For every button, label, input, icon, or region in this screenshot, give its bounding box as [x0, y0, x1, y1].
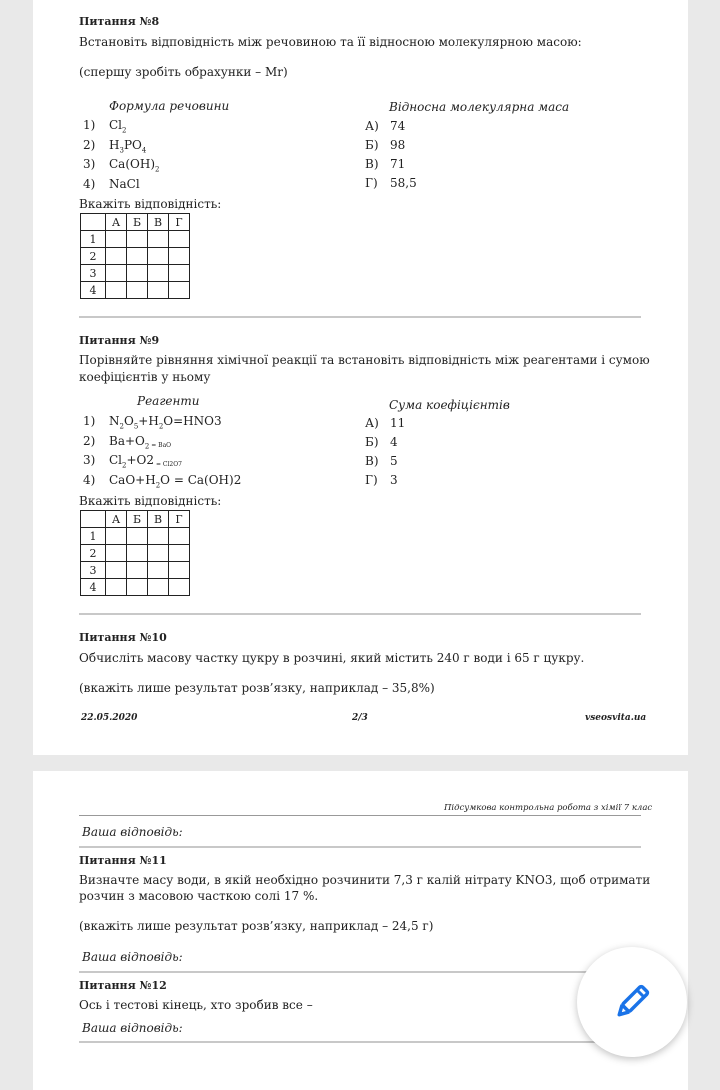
grid-cell[interactable] — [127, 528, 148, 545]
q8-mass-value: 98 — [390, 138, 406, 152]
q8-formula-2: $H_3PO_4$ — [109, 138, 147, 155]
q8-left-num: 4) — [83, 177, 96, 191]
grid-row-header: 3 — [81, 265, 106, 282]
q9-left-num: 3) — [83, 453, 96, 467]
q9-sum-value: 4 — [390, 435, 398, 449]
grid-cell[interactable] — [148, 282, 169, 299]
grid-cell[interactable] — [106, 282, 127, 299]
q8-formula-3: $Ca(OH)_2$ — [109, 157, 160, 174]
grid-cell[interactable] — [169, 265, 190, 282]
q8-mass-value: 74 — [390, 119, 406, 133]
grid-col-header: Г — [169, 511, 190, 528]
answer-label-q10[interactable]: Ваша відповідь: — [82, 825, 183, 839]
question-12-title: Питання №12 — [79, 979, 167, 992]
q9-right-header: Сума коефіцієнтів — [389, 398, 510, 412]
grid-row-header: 1 — [81, 231, 106, 248]
answer-label-q11[interactable]: Ваша відповідь: — [82, 950, 183, 964]
q8-formula-1: $Cl_2$ — [109, 118, 127, 135]
grid-cell[interactable] — [148, 579, 169, 596]
question-8-title: Питання №8 — [79, 15, 160, 28]
grid-cell[interactable] — [169, 562, 190, 579]
question-10-title: Питання №10 — [79, 631, 167, 644]
grid-cell[interactable] — [169, 545, 190, 562]
q8-left-header: Формула речовини — [109, 99, 230, 113]
question-9-text-line2: коефіцієнтів у ньому — [79, 370, 211, 384]
q8-right-letter: В) — [365, 157, 379, 171]
q8-right-header: Відносна молекулярна маса — [389, 100, 570, 114]
q8-answer-label: Вкажіть відповідність: — [79, 197, 222, 211]
question-10-text: Обчисліть масову частку цукру в розчині, який містить 240 г води і 65 г цукру. — [79, 651, 585, 665]
grid-row-header: 4 — [81, 579, 106, 596]
grid-cell[interactable] — [127, 579, 148, 596]
grid-cell[interactable] — [106, 562, 127, 579]
q8-formula-4: NaCl — [109, 177, 140, 191]
q8-right-letter: Г) — [365, 176, 378, 190]
q9-left-num: 1) — [83, 414, 96, 428]
footer-site: vseosvita.ua — [585, 713, 647, 723]
q8-right-letter: А) — [365, 119, 379, 133]
grid-col-header: А — [106, 511, 127, 528]
q8-right-letter: Б) — [365, 138, 379, 152]
grid-cell[interactable] — [169, 579, 190, 596]
q9-left-num: 2) — [83, 434, 96, 448]
grid-col-header: А — [106, 214, 127, 231]
q9-reaction-3: $Cl_2+O2 = Cl2O7$ — [109, 453, 182, 470]
grid-cell[interactable] — [106, 265, 127, 282]
q8-answer-grid — [80, 213, 190, 299]
grid-cell[interactable] — [148, 545, 169, 562]
footer-date: 22.05.2020 — [81, 713, 138, 723]
question-11-title: Питання №11 — [79, 854, 167, 867]
grid-col-header: Г — [169, 214, 190, 231]
question-8-text: Встановіть відповідність між речовиною та її відносною молекулярною масою: — [79, 35, 582, 49]
q9-reaction-2: $Ba+O_2$ = BaO — [109, 434, 172, 451]
q8-mass-value: 71 — [390, 157, 406, 171]
grid-cell[interactable] — [106, 545, 127, 562]
grid-cell[interactable] — [106, 528, 127, 545]
question-8-hint: (спершу зробіть обрахунки – Mr) — [79, 65, 288, 79]
q9-left-header: Реагенти — [137, 394, 200, 408]
answer-line — [79, 1041, 641, 1043]
grid-row-header: 3 — [81, 562, 106, 579]
answer-label-q12[interactable]: Ваша відповідь: — [82, 1021, 183, 1035]
grid-cell[interactable] — [169, 231, 190, 248]
question-10-hint: (вкажіть лише результат розв’язку, наприклад – 35,8%) — [79, 681, 435, 695]
header-rule — [79, 815, 641, 816]
grid-cell[interactable] — [148, 562, 169, 579]
grid-cell[interactable] — [148, 231, 169, 248]
pencil-icon — [610, 980, 654, 1024]
grid-cell[interactable] — [106, 231, 127, 248]
section-divider — [79, 613, 641, 615]
question-11-hint: (вкажіть лише результат розв’язку, наприклад – 24,5 г) — [79, 919, 434, 933]
q8-left-num: 3) — [83, 157, 96, 171]
document-page-1 — [33, 0, 688, 755]
q9-sum-value: 5 — [390, 454, 398, 468]
answer-line — [79, 846, 641, 848]
grid-row-header: 1 — [81, 528, 106, 545]
question-12-text: Ось і тестові кінець, хто зробив все – — [79, 998, 313, 1012]
grid-cell[interactable] — [148, 265, 169, 282]
q9-reaction-4: $CaO+H_2O = Ca(OH)2$ — [109, 473, 242, 490]
q9-right-letter: Б) — [365, 435, 379, 449]
q8-left-num: 2) — [83, 138, 96, 152]
q9-right-letter: А) — [365, 416, 379, 430]
grid-cell[interactable] — [127, 562, 148, 579]
grid-cell[interactable] — [127, 282, 148, 299]
answer-line — [79, 971, 641, 973]
grid-row-header: 4 — [81, 282, 106, 299]
footer-page-number: 2/3 — [352, 713, 368, 723]
section-divider — [79, 316, 641, 318]
grid-row-header: 2 — [81, 545, 106, 562]
grid-cell[interactable] — [148, 248, 169, 265]
q9-sum-value: 3 — [390, 473, 398, 487]
grid-cell[interactable] — [106, 579, 127, 596]
grid-corner — [81, 511, 106, 528]
page-header: Підсумкова контрольна робота з хімії 7 клас — [444, 803, 653, 813]
grid-col-header: В — [148, 511, 169, 528]
grid-cell[interactable] — [127, 545, 148, 562]
grid-cell[interactable] — [169, 248, 190, 265]
question-9-text-line1: Порівняйте рівняння хімічної реакції та встановіть відповідність між реагентами і сумою — [79, 353, 650, 367]
edit-fab-button[interactable] — [577, 947, 687, 1057]
q9-answer-grid — [80, 510, 190, 596]
grid-cell[interactable] — [169, 282, 190, 299]
q9-left-num: 4) — [83, 473, 96, 487]
q9-reaction-1: $N_2O_5+H_2O=HNO3$ — [109, 414, 222, 431]
grid-cell[interactable] — [127, 248, 148, 265]
grid-cell[interactable] — [106, 248, 127, 265]
q8-mass-value: 58,5 — [390, 176, 417, 190]
grid-corner — [81, 214, 106, 231]
grid-col-header: Б — [127, 511, 148, 528]
document-page-2 — [33, 771, 688, 1090]
q9-answer-label: Вкажіть відповідність: — [79, 494, 222, 508]
q9-right-letter: В) — [365, 454, 379, 468]
grid-cell[interactable] — [127, 231, 148, 248]
q9-sum-value: 11 — [390, 416, 406, 430]
grid-cell[interactable] — [148, 528, 169, 545]
question-9-title: Питання №9 — [79, 334, 160, 347]
question-11-text-line1: Визначте масу води, в якій необхідно розчинити 7,3 г калій нітрату KNO3, щоб отримати — [79, 873, 651, 887]
q9-right-letter: Г) — [365, 473, 378, 487]
question-11-text-line2: розчин з масовою часткою солі 17 %. — [79, 889, 319, 903]
grid-col-header: Б — [127, 214, 148, 231]
grid-cell[interactable] — [169, 528, 190, 545]
grid-col-header: В — [148, 214, 169, 231]
q8-left-num: 1) — [83, 118, 96, 132]
grid-row-header: 2 — [81, 248, 106, 265]
grid-cell[interactable] — [127, 265, 148, 282]
